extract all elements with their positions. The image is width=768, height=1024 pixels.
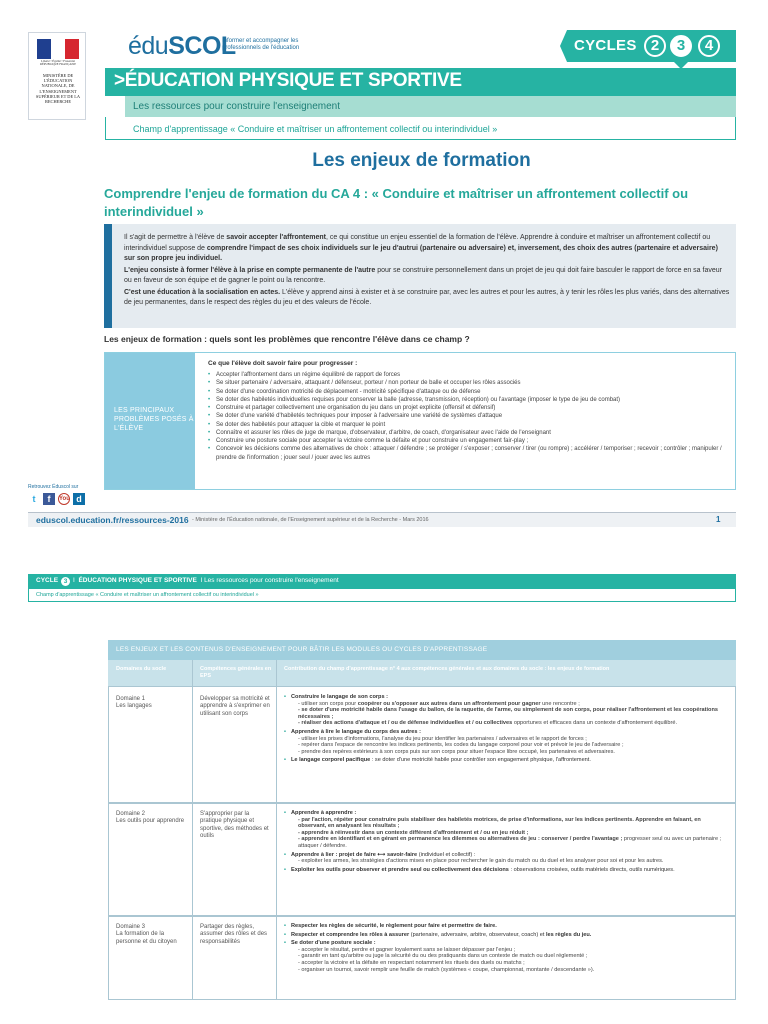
section-title: Comprendre l'enjeu de formation du CA 4 : « Conduire et maîtriser un affrontement collectif ou interindividuel » <box>104 186 689 219</box>
column-header-contribution: Contribution du champ d'apprentissage n° 4 aux compétences générales et aux domaines du socle : les enjeux de formation <box>284 666 610 672</box>
list-item: • Concevoir les décisions comme des alternatives de choix : attaquer / défendre ; se protéger / s'exposer ; conserver / tirer (ou rompre) ; accélérer / temporiser ; recevoir ; contrôler ; manipuler / prendre de l'information ; jouer seul / jouer avec les autres <box>208 445 732 462</box>
facebook-icon[interactable]: f <box>43 493 55 505</box>
youtube-icon[interactable]: You <box>58 493 70 505</box>
page-number: 1 <box>716 515 721 524</box>
table-title: LES ENJEUX ET LES CONTENUS D'ENSEIGNEMENT POUR BÂTIR LES MODULES OU CYCLES D'APPRENTISSAGE <box>116 646 488 653</box>
contribution-cell: • Respecter les règles de sécurité, le règlement pour faire et permettre de faire. • Respecter et comprendre les rôles à assurer (partenaire, adversaire, arbitre, observateur, coach) et les règles du jeu. • Se doter d'une posture sociale : - accepter le résultat, perdre et gagner loyalement sans se laisser dépasser par l'enjeu ; - garantir en tant qu'arbitre ou juge la sécurité du ou des pratiquants dans un contexte de match ou duel réglementé ; - accepter la victoire et la défaite en respectant notamment les rituels des duels ou matchs ; - organiser un tournoi, savoir remplir une feuille de match (systèmes « coupe, championnat, montante / descendante »). <box>284 921 730 973</box>
social-label: Retrouvez Éduscol sur <box>28 484 79 490</box>
page2-header-text: CYCLE 3 I ÉDUCATION PHYSIQUE ET SPORTIVE I Les ressources pour construire l'enseignement <box>36 577 339 585</box>
problems-list <box>208 371 732 462</box>
list-item: • Se doter d'une variété d'habiletés techniques pour imposer à l'adversaire une variété de systèmes d'attaque <box>208 412 732 420</box>
page-heading: Les enjeux de formation <box>312 150 531 171</box>
list-item: • Construire une posture sociale pour accepter la victoire comme la défaite et pour construire un engagement fair-play ; <box>208 437 732 445</box>
eduscol-tagline: Informer et accompagner les professionnels de l'éducation <box>222 38 300 51</box>
footer-text: - Ministère de l'Éducation nationale, de l'Enseignement supérieur et de la Recherche - Mars 2016 <box>192 517 429 523</box>
problems-label: LES PRINCIPAUX PROBLÈMES POSÉS À L'ÉLÈVE <box>114 407 194 432</box>
french-flag-icon <box>37 39 79 59</box>
competence-cell: S'approprier par la pratique physique et sportive, des méthodes et outils <box>200 811 269 840</box>
list-item: • Connaître et assurer les rôles de juge de marque, d'observateur, d'arbitre, de coach, d'organisateur avec l'aide de l'enseignant <box>208 429 732 437</box>
footer-url-link[interactable]: eduscol.education.fr/ressources-2016 <box>36 515 189 525</box>
question-title: Les enjeux de formation : quels sont les problèmes que rencontre l'élève dans ce champ ? <box>104 334 470 344</box>
champ-title: Champ d'apprentissage « Conduire et maîtriser un affrontement collectif ou interindividuel » <box>133 124 498 134</box>
republic-label: Liberté • Égalité • Fraternité RÉPUBLIQUE FRANÇAISE <box>39 59 77 67</box>
page2-champ-title: Champ d'apprentissage « Conduire et maîtriser un affrontement collectif ou interindividuel » <box>36 592 259 598</box>
social-links <box>28 493 85 505</box>
cycle-3-badge[interactable]: 3 <box>670 35 692 57</box>
cycle-4-badge[interactable]: 4 <box>698 35 720 57</box>
intro-text: Il s'agit de permettre à l'élève de savoir accepter l'affrontement, ce qui constitue un enjeu essentiel de la formation de l'élève. Apprendre à conduire et maîtriser un affrontement collectif ou interindividuel suppose de comprendre l'impact de ses choix individuels sur le jeu d'autrui (partenaire ou adversaire) et, inversement, des choix des autres (partenaire et adversaire) sur son propre jeu individuel. L'enjeu consiste à former l'élève à la prise en compte permanente de l'autre pour se construire personnellement dans un projet de jeu qui doit faire basculer le rapport de force en sa faveur ou en faveur de son équipe et de gagner le point ou la rencontre. C'est une éducation à la socialisation en actes. L'élève y apprend ainsi à exister et à se construire par, avec les autres et pour les autres, à y tenir les rôles les plus variés, dans des alternatives de jeu permanentes, dans le respect des règles du jeu et des valeurs de l'école. <box>124 234 730 306</box>
cycle-2-badge[interactable]: 2 <box>644 35 666 57</box>
page2-cycle-badge: 3 <box>61 577 70 586</box>
domain-cell: Domaine 1 Les langages <box>116 696 152 710</box>
column-divider <box>192 660 193 1000</box>
column-divider <box>276 660 277 1000</box>
eduscol-brand[interactable]: éduSCOL <box>128 32 236 60</box>
republic-logo <box>28 32 86 120</box>
twitter-icon[interactable]: t <box>32 494 36 504</box>
problems-heading: Ce que l'élève doit savoir faire pour progresser : <box>208 360 358 367</box>
resources-subtitle: Les ressources pour construire l'enseignement <box>133 101 341 112</box>
list-item: • Se doter d'une coordination motricité de déplacement - motricité spécifique d'attaque ou de défense <box>208 388 732 396</box>
list-item: • Construire et partager collectivement une organisation du jeu dans un projet explicite (offensif et défensif) <box>208 404 732 412</box>
contribution-cell: • Apprendre à apprendre : - par l'action, répéter pour construire puis stabiliser des habiletés motrices, de prise d'informations, sur les indices pertinents. Apprendre en faisant, en observant, en analysant les résultats ; - apprendre à réinvestir dans un contexte différent d'affrontement et / ou en jeu réduit ; - apprendre en identifiant et en gérant en permanence les dilemmes ou alternatives de jeu : conserver / perdre l'avantage ; progresser seul ou avec un partenaire ; attaquer / défendre. • Apprendre à lier : projet de faire ⟷ savoir-faire (individuel et collectif) : - exploiter les armes, les stratégies d'actions mises en place pour rechercher le gain du match ou du duel et les analyser pour soi et pour les autres. • Exploiter les outils pour observer et prendre seul ou collectivement des décisions : observations croisées, outils matériels directs, outils numériques. <box>284 808 730 873</box>
dailymotion-icon[interactable]: d <box>73 493 85 505</box>
ministry-label: MINISTÈRE DE L'ÉDUCATION NATIONALE, DE L'ENSEIGNEMENT SUPÉRIEUR ET DE LA RECHERCHE <box>35 73 81 105</box>
list-item: • Se doter des habiletés individuelles requises pour conserver la balle (adresse, transmission, réception) ou l'avantage (imposer le type de jeu de combat) <box>208 396 732 404</box>
cycles-label: CYCLES <box>574 37 637 54</box>
domain-cell: Domaine 2 Les outils pour apprendre <box>116 811 185 825</box>
list-item: • Se situer partenaire / adversaire, attaquant / défenseur, porteur / non porteur de balle et occuper les rôles associés <box>208 379 732 387</box>
competence-cell: Partager des règles, assumer des rôles et des responsabilités <box>200 924 268 945</box>
list-item: • Se doter des habiletés pour attaquer la cible et marquer le point <box>208 421 732 429</box>
list-item: • Accepter l'affrontement dans un régime équilibré de rapport de forces <box>208 371 732 379</box>
subject-title: >ÉDUCATION PHYSIQUE ET SPORTIVE <box>114 70 462 91</box>
contribution-cell: • Construire le langage de son corps : - utiliser son corps pour coopérer ou s'opposer aux autres dans un affrontement pour gagner une rencontre ; - se doter d'une motricité habile dans l'usage du ballon, de la raquette, de l'arme, ou simplement de son corps, pour réaliser l'affrontement et les coopérations nécessaires ; - réaliser des actions d'attaque et / ou de défense individuelles et / ou collectives opportunes et efficaces dans un contexte d'affrontement équilibré. • Apprendre à lire le langage du corps des autres : - utiliser les prises d'informations, l'analyse du jeu pour identifier les partenaires / adversaires et le rapport de forces ; - repérer dans l'espace de rencontre les indices pertinents, les codes du langage corporel pour voir et prévoir le jeu de l'adversaire ; - prendre des repères extérieurs à son corps puis sur son corps pour situer l'espace libre occupé, les partenaires et adversaires. • Le langage corporel pacifique : se doter d'une motricité habile pour contrôler son engagement physique, l'affrontement. <box>284 692 730 764</box>
competence-cell: Développer sa motricité et apprendre à s'exprimer en utilisant son corps <box>200 696 270 717</box>
column-header-competences: Compétences générales en EPS <box>200 666 272 679</box>
column-header-domains: Domaines du socle <box>116 666 167 672</box>
domain-cell: Domaine 3 La formation de la personne et du citoyen <box>116 924 177 945</box>
